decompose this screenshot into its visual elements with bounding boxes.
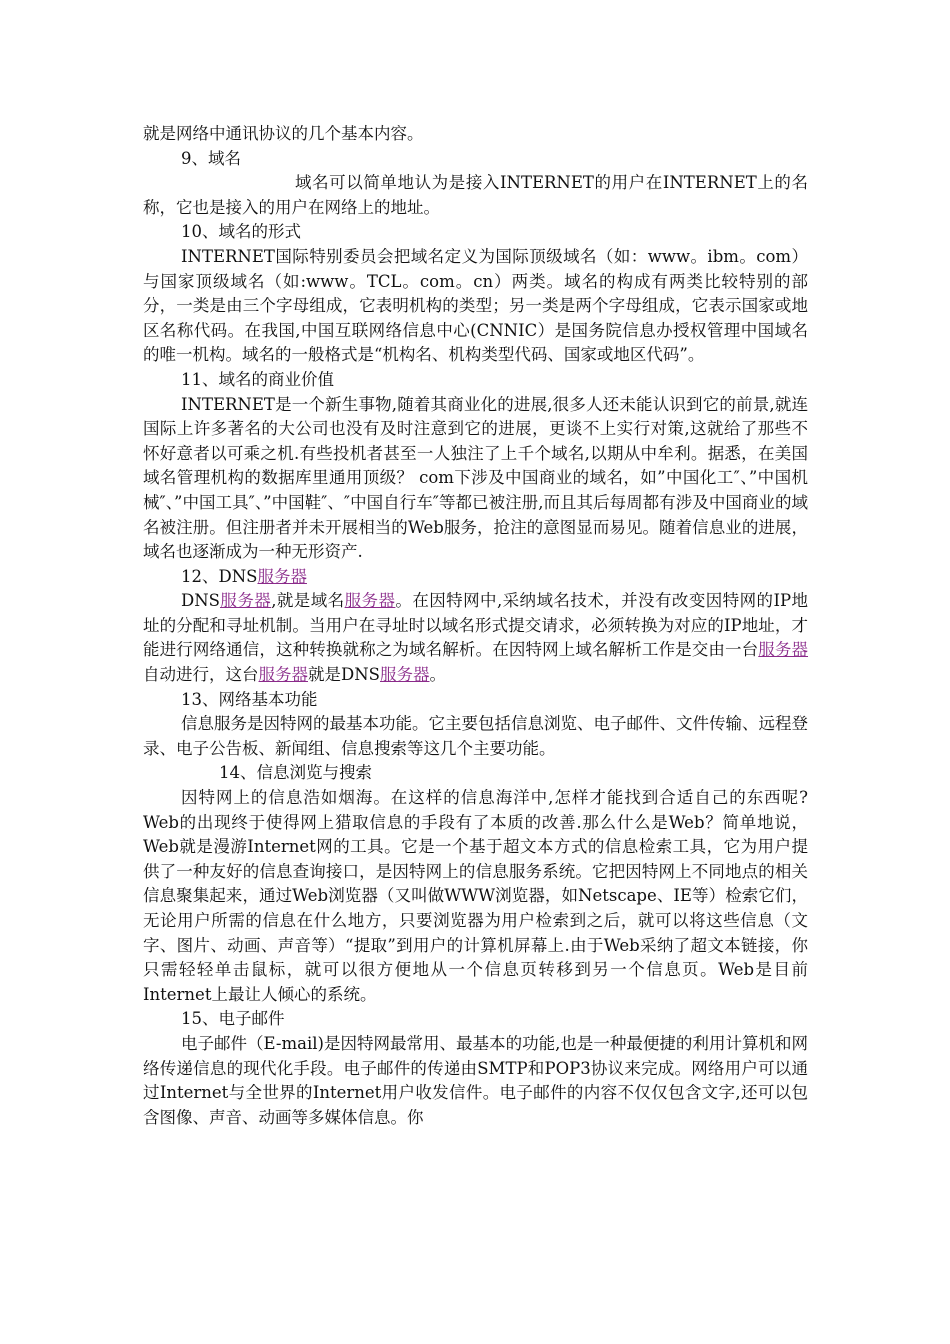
server-link[interactable]: 服务器 [219,591,272,611]
paragraph-dns-server [143,589,808,687]
server-link[interactable]: 服务器 [758,640,809,660]
text-span: 。在因特网中,采纳域名技术，并没有改变因特网的IP地址的分配和寻址机制。当用户在寻址时以域名形式提交请求，必须转换为对应的IP地址，才能进行网络通信，这种转换就称之为域名解析。在因特网上域名解析工作是交由一台 [143,591,809,660]
document-page [143,122,808,1130]
heading-domain-value: 11、域名的商业价值 [181,369,334,389]
paragraph-intro: 就是网络中通讯协议的几个基本内容。 [143,124,424,143]
paragraph-domain-name: 域名可以简单地认为是接入INTERNET的用户在INTERNET上的名称，它也是接入的用户在网络上的地址。 [143,173,808,217]
paragraph-network-functions: 信息服务是因特网的最基本功能。它主要包括信息浏览、电子邮件、文件传输、远程登录、电子公告板、新闻组、信息搜索等这几个主要功能。 [143,714,808,758]
heading-browse-search: 14、信息浏览与搜索 [219,763,372,783]
heading-domain-name: 9、域名 [181,148,241,168]
text-span: 自动进行，这台 [143,665,259,685]
server-link[interactable]: 服务器 [258,665,308,685]
paragraph-browse-search: 因特网上的信息浩如烟海。在这样的信息海洋中,怎样才能找到合适自己的东西呢?Web的出现终于使得网上猎取信息的手段有了本质的改善.那么什么是Web？简单地说，Web就是漫游Internet网的工具。它是一个基于超文本方式的信息检索工具，它为用户提供了一种友好的信息查询接口，是因特网上的信息服务系统。它把因特网上不同地点的相关信息聚集起来，通过Web浏览器（又叫做WWW浏览器，如Netscape、IE等）检索它们，无论用户所需的信息在什么地方，只要浏览器为用户检索到之后，就可以将这些信息（文字、图片、动画、声音等）“提取”到用户的计算机屏幕上.由于Web采纳了超文本链接，你只需轻轻单击鼠标，就可以很方便地从一个信息页转移到另一个信息页。Web是目前Internet上最让人倾心的系统。 [143,788,808,1004]
paragraph-domain-form: INTERNET国际特别委员会把域名定义为国际顶级域名（如：www。ibm。com）与国家顶级域名（如:www。TCL。com。cn）两类。域名的构成有两类比较特别的部分，一类是由三个字母组成，它表明机构的类型；另一类是两个字母组成，它表示国家或地区名称代码。在我国,中国互联网络信息中心(CNNIC）是国务院信息办授权管理中国域名的唯一机构。域名的一般格式是“机构名、机构类型代码、国家或地区代码”。 [143,246,808,365]
text-span: ,就是域名 [271,591,345,611]
paragraph-domain-value: INTERNET是一个新生事物,随着其商业化的进展,很多人还未能认识到它的前景,就连国际上许多著名的大公司也没有及时注意到它的进展，更谈不上实行对策,这就给了那些不怀好意者以可乘之机.有些投机者甚至一人独注了上千个域名,以期从中牟利。据悉，在美国域名管理机构的数据库里通用顶级？ com下涉及中国商业的域名，如”中国化工″、”中国机械″、”中国工具″、”中国鞋″、″中国自行车″等都已被注册,而且其后每周都有涉及中国商业的域名被注册。但注册者并未开展相当的Web服务，抢注的意图显而易见。随着信息业的进展，域名也逐渐成为一种无形资产. [143,394,808,562]
text-span: 就是DNS [308,665,380,685]
server-link[interactable]: 服务器 [257,566,307,586]
server-link[interactable]: 服务器 [379,665,430,685]
heading-dns-prefix: 12、DNS [181,566,258,586]
heading-domain-form: 10、域名的形式 [181,222,301,242]
text-span: DNS [181,591,220,611]
heading-dns-server [143,565,808,590]
heading-network-functions: 13、网络基本功能 [181,689,318,709]
heading-email: 15、电子邮件 [181,1009,285,1029]
text-span: 。 [429,665,446,685]
paragraph-email: 电子邮件（E-mail)是因特网最常用、最基本的功能,也是一种最便捷的利用计算机和网络传递信息的现代化手段。电子邮件的传递由SMTP和POP3协议来完成。网络用户可以通过Internet与全世界的Internet用户收发信件。电子邮件的内容不仅仅包含文字,还可以包含图像、声音、动画等多媒体信息。你 [143,1033,808,1127]
server-link[interactable]: 服务器 [344,591,396,611]
